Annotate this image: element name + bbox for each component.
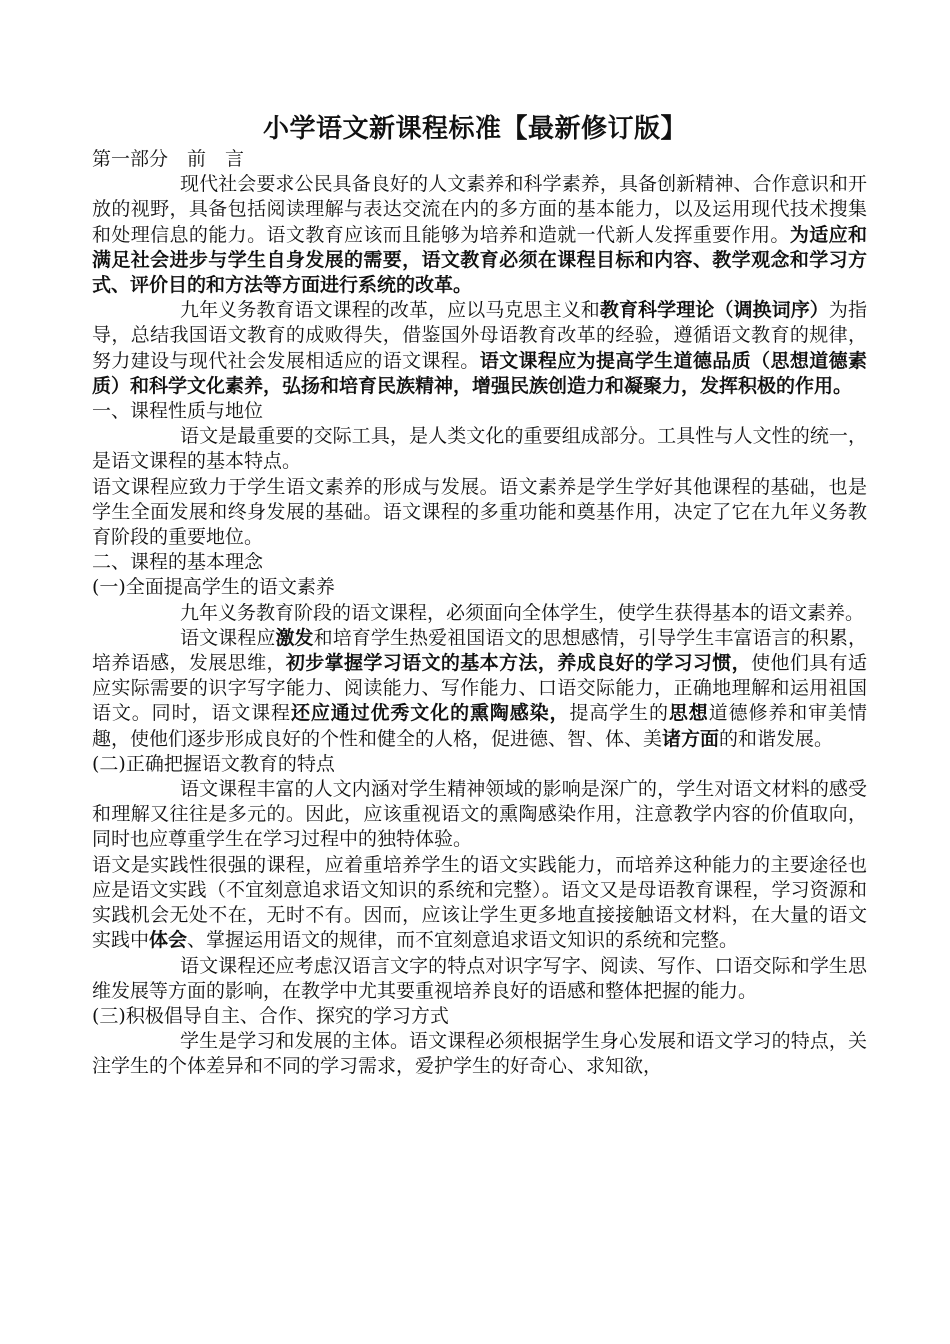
text-run: 道德修养和审美情趣，使他们逐步形成良好的个性和健全的人格，促进德、智、体、美	[92, 702, 867, 750]
text-run: (一)全面提高学生的语文素养	[92, 576, 335, 599]
section-heading	[92, 575, 867, 600]
section-heading	[92, 1004, 867, 1029]
section-heading	[92, 147, 867, 172]
bold-text-run: 为适应和满足社会进步与学生自身发展的需要，语文教育必须在课程目标和内容、教学观念和学习方式、评价目的和方法等方面进行系统的改革。	[92, 223, 867, 297]
bold-text-run: 体会	[149, 929, 188, 952]
text-run: 第一部分 前 言	[92, 148, 245, 170]
text-run: 为指导，总结我国语文教育的成败得失，借鉴国外母语教育改革的经验，遵循语文教育的规律，努力建设与现代社会发展相适应的语文课程。	[92, 299, 867, 372]
document-title: 小学语文新课程标准【最新修订版】	[262, 114, 687, 144]
bold-text-run: 初步掌握学习语文的基本方法，养成良好的学习习惯，	[285, 652, 752, 675]
text-run: 和培育学生热爱祖国语文的思想感情，引导学生丰富语言的积累，培养语感，发展思维，	[92, 626, 867, 675]
bold-text-run: 激发	[275, 626, 314, 649]
section-heading	[92, 399, 867, 424]
body-paragraph	[92, 601, 867, 626]
text-run: (二)正确把握语文教育的特点	[92, 752, 335, 775]
text-run: 提高学生的	[569, 702, 669, 725]
body-paragraph	[92, 1029, 867, 1079]
section-heading	[92, 752, 867, 777]
text-run: 现代社会要求公民具备良好的人文素养和科学素养，具备创新精神、合作意识和开放的视野，具备包括阅读理解与表达交流在内的多方面的基本能力，以及运用现代技术搜集和处理信息的能力。语文教育应该而且能够为培养和造就一代新人发挥重要作用。	[92, 173, 867, 246]
text-run: 九年义务教育语文课程的改革，应以马克思主义和	[180, 299, 600, 322]
text-run: 一、课程性质与地位	[92, 400, 264, 423]
bold-text-run: 语文课程应为提高学生道德品质（思想道德素质）和科学文化素养，弘扬和培育民族精神，增强民族创造力和凝聚力，发挥积极的作用。	[92, 349, 867, 397]
text-run: 二、课程的基本理念	[92, 551, 264, 574]
text-run: 的和谐发展。	[719, 727, 834, 750]
text-run: 九年义务教育阶段的语文课程，必须面向全体学生，使学生获得基本的语文素养。	[180, 601, 865, 624]
text-run: 语文是最重要的交际工具，是人类文化的重要组成部分。工具性与人文性的统一，是语文课程的基本特点。	[92, 425, 867, 473]
text-run: 语文课程应	[180, 626, 276, 649]
text-run: 语文课程应致力于学生语文素养的形成与发展。语文素养是学生学好其他课程的基础，也是学生全面发展和终身发展的基础。语文课程的多重功能和奠基作用，决定了它在九年义务教育阶段的重要地位。	[92, 475, 867, 549]
body-paragraph	[92, 424, 867, 474]
text-run: 语文是实践性很强的课程，应着重培养学生的语文实践能力，而培养这种能力的主要途径也应是语文实践（不宜刻意追求语文知识的系统和完整）。语文又是母语教育课程，学习资源和实践机会无处不在，无时不有。因而，应该让学生更多地直接接触语文材料，在大量的语文实践中	[92, 853, 867, 952]
body-paragraph	[92, 853, 867, 954]
section-heading	[92, 550, 867, 575]
text-run: 、掌握运用语文的规律，而不宜刻意追求语文知识的系统和完整。	[187, 929, 739, 952]
text-run: 使他们具有适应实际需要的识字写字能力、阅读能力、写作能力、口语交际能力，正确地理解和运用祖国语文。同时，语文课程	[92, 652, 867, 725]
body-paragraph	[92, 777, 867, 853]
text-run: 学生是学习和发展的主体。语文课程必须根据学生身心发展和语文学习的特点，关注学生的个体差异和不同的学习需求，爱护学生的好奇心、求知欲，	[92, 1030, 867, 1078]
body-paragraph	[92, 954, 867, 1004]
body-paragraph	[92, 298, 867, 399]
body-paragraph	[92, 626, 867, 752]
body-paragraph	[92, 475, 867, 551]
bold-text-run: 诸方面	[662, 727, 720, 750]
text-run: 语文课程丰富的人文内涵对学生精神领域的影响是深广的，学生对语文材料的感受和理解又往往是多元的。因此，应该重视语文的熏陶感染作用，注意教学内容的价值取向，同时也应尊重学生在学习过程中的独特体验。	[92, 778, 867, 851]
body-paragraph	[92, 172, 867, 298]
text-run: (三)积极倡导自主、合作、探究的学习方式	[92, 1004, 449, 1027]
bold-text-run: 还应通过优秀文化的熏陶感染，	[290, 702, 570, 725]
bold-text-run: 教育科学理论（调换词序）	[599, 299, 829, 322]
text-run: 语文课程还应考虑汉语言文字的特点对识字写字、阅读、写作、口语交际和学生思维发展等方面的影响，在教学中尤其要重视培养良好的语感和整体把握的能力。	[92, 954, 867, 1002]
bold-text-run: 思想	[668, 702, 709, 725]
document-body	[92, 147, 867, 1080]
